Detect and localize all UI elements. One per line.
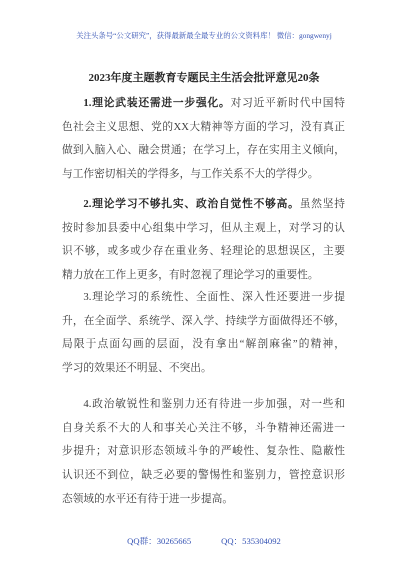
paragraph-line: 4.政治敏锐性和鉴别力还有待进一步加强，对一些和 [83, 398, 345, 410]
header-notice: 关注头条号“公文研究”，获得最新最全最专业的公文资料库！ 微信：gongwenyj [76, 31, 332, 40]
paragraph-heading: 2.理论学习不够扎实、政治自觉性不够高。 [83, 198, 300, 210]
line-text: 对习近平新时代中国特 [230, 97, 345, 109]
document-title: 2023年度主题教育专题民主生活会批评意见20条 [88, 72, 320, 84]
qq-number: QQ：535304092 [221, 536, 281, 546]
paragraph-line: 3.理论学习的系统性、全面性、深入性还要进一步提 [83, 291, 345, 303]
line-text: 虽然坚持 [299, 198, 345, 210]
paragraph-2 [62, 193, 345, 288]
paragraph-line: 认识还不到位，缺乏必要的警惕性和鉴别力，管控意识形 [62, 469, 345, 482]
paragraph-line: 色社会主义思想、党的XX大精神等方面的学习，没有真正 [62, 120, 345, 133]
paragraph-3 [62, 286, 345, 381]
paragraph-1 [62, 92, 345, 187]
footer-contact [0, 535, 408, 547]
paragraph-line: 精力放在工作上更多，有时忽视了理论学习的重要性。 [62, 269, 319, 282]
paragraph-line: 学习的效果还不明显、不突出。 [62, 362, 212, 375]
paragraph-line: 局限于点面勾画的层面，没有拿出“解剖麻雀”的精神， [62, 338, 345, 351]
paragraph-line: 步提升；对意识形态领域斗争的严峻性、复杂性、隐蔽性 [62, 445, 345, 458]
qq-group-number: QQ群：30265665 [127, 536, 192, 546]
paragraph-heading: 1.理论武装还需进一步强化。 [83, 97, 231, 109]
paragraph-line: 做到入脑入心、融会贯通；在学习上，存在实用主义倾向， [62, 144, 345, 157]
paragraph-line: 按时参加县委中心组集中学习，但从主观上，对学习的认 [62, 221, 345, 234]
paragraph-line [62, 92, 345, 116]
paragraph-line [62, 193, 345, 217]
paragraph-line: 与工作密切相关的学得多，与工作关系不大的学得少。 [62, 168, 319, 181]
paragraph-line: 升，在全面学、系统学、深入学、持续学方面做得还不够， [62, 314, 345, 327]
paragraph-line: 态领域的水平还有待于进一步提高。 [62, 492, 234, 505]
paragraph-4 [62, 393, 345, 511]
paragraph-line: 自身关系不大的人和事关心关注不够，斗争精神还需进一 [62, 421, 345, 434]
paragraph-line: 识不够，或多或少存在重业务、轻理论的思想误区，主要 [62, 245, 345, 258]
